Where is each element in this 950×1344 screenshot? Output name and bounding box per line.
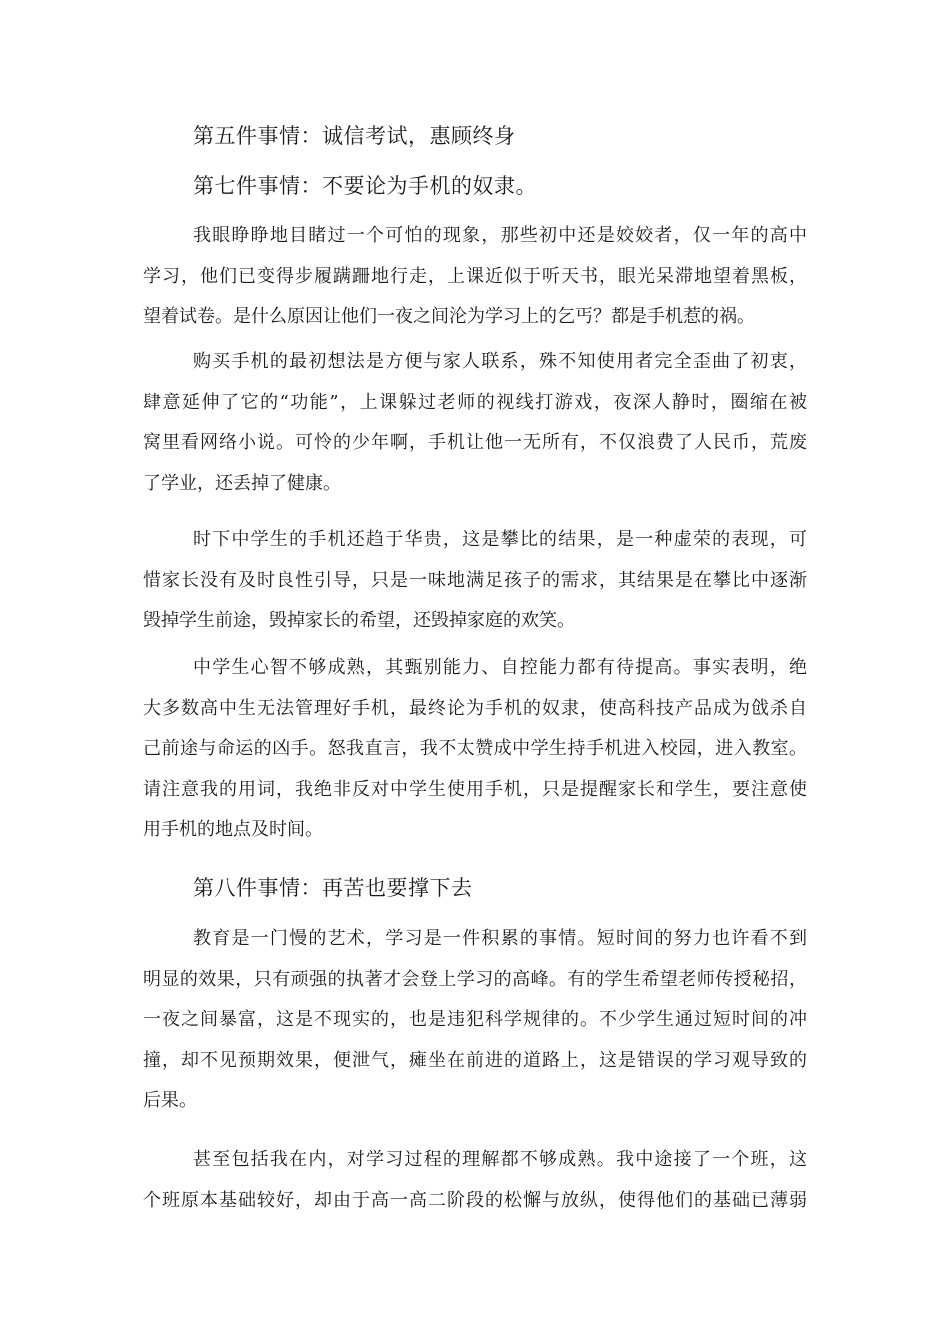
heading-item-5: 第五件事情：诚信考试，惠顾终身 [193, 124, 516, 148]
text-line: 时下中学生的手机还趋于华贵，这是攀比的结果，是一种虚荣的表现，可 [193, 529, 807, 550]
text-line: 购买手机的最初想法是方便与家人联系，殊不知使用者完全歪曲了初衷， [193, 351, 807, 372]
paragraph-phone-purpose [143, 352, 807, 514]
text-line: 惜家长没有及时良性引导，只是一味地满足孩子的需求，其结果是在攀比中逐渐 [143, 569, 807, 591]
text-line: 撞，却不见预期效果，便泄气，瘫坐在前进的道路上，这是错误的学习观导致的 [143, 1049, 807, 1071]
paragraph-student-maturity [143, 658, 807, 861]
text-line: 我眼睁睁地目睹过一个可怕的现象，那些初中还是姣姣者，仅一年的高中 [193, 225, 807, 246]
text-line: 望着试卷。是什么原因让他们一夜之间沦为学习上的乞丐？都是手机惹的祸。 [143, 306, 755, 327]
heading-item-8: 第八件事情：再苦也要撑下去 [193, 876, 473, 900]
text-line: 中学生心智不够成熟，其甄别能力、自控能力都有待提高。事实表明，绝 [193, 657, 807, 678]
text-line: 窝里看网络小说。可怜的少年啊，手机让他一无所有，不仅浪费了人民币，荒废 [143, 432, 807, 453]
text-line: 一夜之间暴富，这是不现实的，也是违犯科学规律的。不少学生通过短时间的冲 [143, 1009, 807, 1030]
text-line: 毁掉学生前途，毁掉家长的希望，还毁掉家庭的欢笑。 [143, 610, 575, 631]
text-line: 用手机的地点及时间。 [143, 819, 323, 840]
paragraph-learning-process [143, 1150, 807, 1231]
text-line: 肆意延伸了它的“功能”，上课躲过老师的视线打游戏，夜深人静时，圈缩在被 [143, 391, 807, 413]
text-line: 明显的效果，只有顽强的执著才会登上学习的高峰。有的学生希望老师传授秘招， [143, 968, 807, 990]
text-line: 大多数高中生无法管理好手机，最终论为手机的奴隶，使高科技产品成为戗杀自 [143, 697, 807, 719]
paragraph-phone-phenomenon [143, 226, 807, 348]
text-line: 甚至包括我在内，对学习过程的理解都不够成熟。我中途接了一个班，这 [193, 1149, 807, 1170]
heading-item-7: 第七件事情：不要论为手机的奴隶。 [193, 174, 537, 198]
text-line: 请注意我的用词，我绝非反对中学生使用手机，只是提醒家长和学生，要注意使 [143, 778, 807, 800]
paragraph-education-slow-art [143, 929, 807, 1132]
text-line: 己前途与命运的凶手。怒我直言，我不太赞成中学生持手机进入校园，进入教室。 [143, 738, 807, 759]
text-line: 了学业，还丢掉了健康。 [143, 472, 341, 494]
text-line: 学习，他们已变得步履蹒跚地行走，上课近似于听天书，眼光呆滞地望着黑板， [143, 265, 807, 287]
text-line: 教育是一门慢的艺术，学习是一件积累的事情。短时间的努力也许看不到 [193, 928, 807, 949]
text-line: 后果。 [143, 1090, 197, 1111]
text-line: 个班原本基础较好，却由于高一高二阶段的松懈与放纵，使得他们的基础已薄弱 [143, 1189, 807, 1211]
paragraph-phone-vanity [143, 530, 807, 652]
